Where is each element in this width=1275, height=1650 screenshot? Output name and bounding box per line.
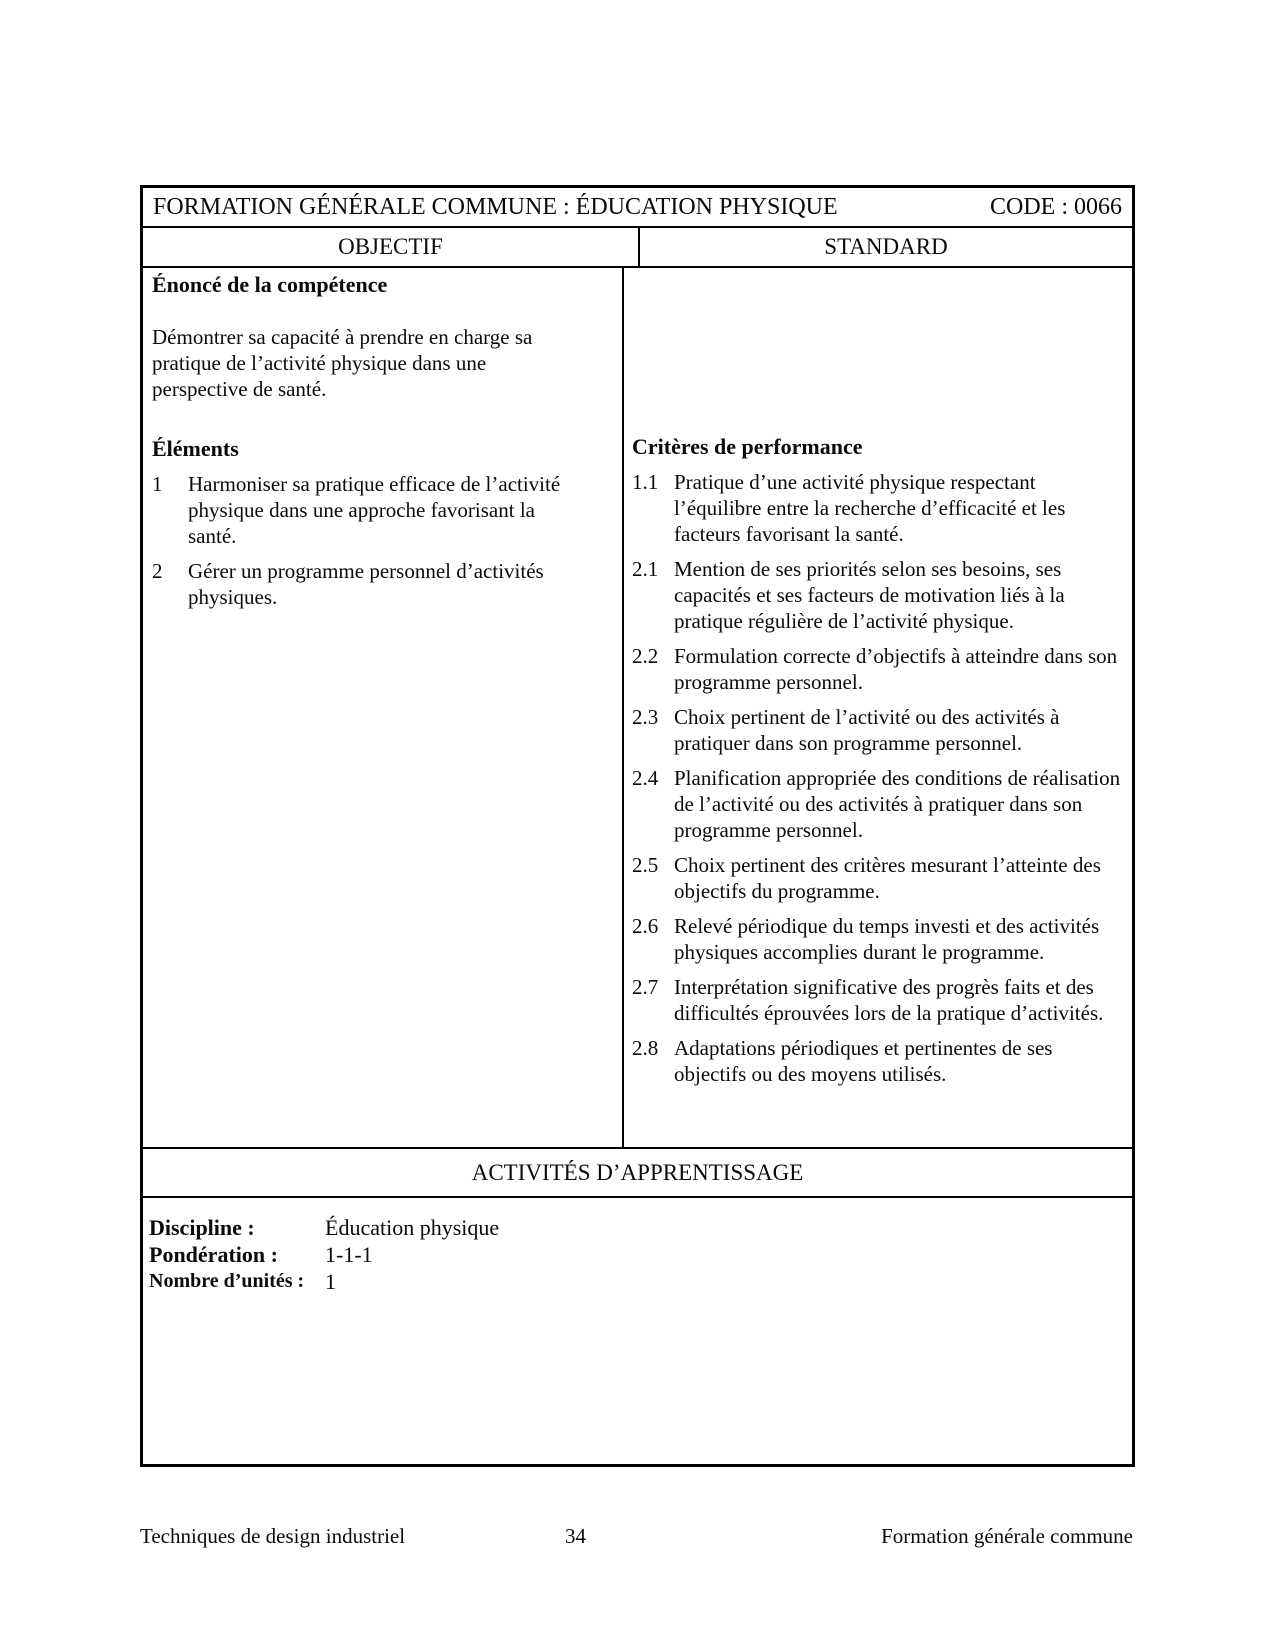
critere-item [632,1035,1126,1087]
critere-number: 2.4 [632,766,659,790]
course-title: FORMATION GÉNÉRALE COMMUNE : ÉDUCATION PHYSIQUE [153,193,838,220]
detail-row [149,1214,1132,1241]
critere-item [632,643,1126,695]
critere-item [632,765,1126,843]
activities-heading: ACTIVITÉS D’APPRENTISSAGE [471,1159,804,1185]
critere-text: Adaptations périodiques et pertinentes de ses objectifs ou des moyens utilisés. [674,1036,1053,1086]
critere-item [632,704,1126,756]
critere-item [632,974,1126,1026]
critere-item [632,852,1126,904]
element-text: Gérer un programme personnel d’activités physiques. [188,559,544,609]
course-code: CODE : 0066 [990,193,1122,220]
objectif-column-header: OBJECTIF [143,228,640,266]
critere-number: 2.8 [632,1036,659,1060]
details-cell [143,1198,1132,1464]
enonce-heading: Énoncé de la compétence [152,272,388,297]
critere-text: Interprétation significative des progrès faits et des difficultés éprouvées lors de la pratique d’activités. [674,975,1104,1025]
standard-cell [624,268,1132,1147]
table-title-row [143,188,1132,228]
element-number: 1 [152,472,163,496]
footer-page-number: 34 [565,1524,586,1548]
footer-section-name: Formation générale commune [881,1524,1133,1548]
critere-text: Choix pertinent de l’activité ou des activités à pratiquer dans son programme personnel. [674,705,1060,755]
criteres-heading: Critères de performance [632,434,863,459]
critere-number: 2.1 [632,557,659,581]
critere-text: Formulation correcte d’objectifs à atteindre dans son programme personnel. [674,644,1118,694]
course-table [140,185,1135,1467]
detail-row [149,1268,1132,1295]
critere-item [632,913,1126,965]
objectif-cell [143,268,624,1147]
critere-item [632,469,1126,547]
critere-number: 1.1 [632,470,659,494]
unites-label: Nombre d’unités : [149,1270,305,1292]
critere-text: Pratique d’une activité physique respectant l’équilibre entre la recherche d’efficacité et les facteurs favorisant la santé. [674,470,1066,546]
critere-text: Relevé périodique du temps investi et des activités physiques accomplies durant le programme. [674,914,1100,964]
page-footer [140,1524,1135,1554]
activities-header-row [143,1149,1132,1198]
element-item [152,558,614,610]
discipline-label: Discipline : [149,1215,255,1240]
elements-list [152,471,614,610]
table-body-row [143,268,1132,1149]
criteres-list [632,469,1126,1087]
critere-number: 2.3 [632,705,659,729]
footer-program-name: Techniques de design industriel [140,1524,406,1548]
element-item [152,471,614,549]
element-text: Harmoniser sa pratique efficace de l’activité physique dans une approche favorisant la santé. [188,472,561,548]
ponderation-label: Pondération : [149,1242,278,1267]
critere-number: 2.6 [632,914,659,938]
discipline-value: Éducation physique [325,1215,500,1240]
critere-number: 2.5 [632,853,659,877]
elements-heading: Éléments [152,436,239,461]
detail-row [149,1241,1132,1268]
critere-text: Choix pertinent des critères mesurant l’atteinte des objectifs du programme. [674,853,1101,903]
critere-number: 2.2 [632,644,659,668]
element-number: 2 [152,559,163,583]
column-headers-row [143,228,1132,268]
ponderation-value: 1-1-1 [325,1242,373,1267]
critere-text: Mention de ses priorités selon ses besoins, ses capacités et ses facteurs de motivation liés à la pratique régulière de l’activité physique. [674,557,1065,633]
critere-item [632,556,1126,634]
unites-value: 1 [325,1269,336,1294]
critere-number: 2.7 [632,975,659,999]
standard-column-header: STANDARD [824,234,948,259]
critere-text: Planification appropriée des conditions de réalisation de l’activité ou des activités à pratiquer dans son programme personnel. [674,766,1121,842]
enonce-text: Démontrer sa capacité à prendre en charge sa pratique de l’activité physique dans une perspective de santé. [152,325,533,401]
